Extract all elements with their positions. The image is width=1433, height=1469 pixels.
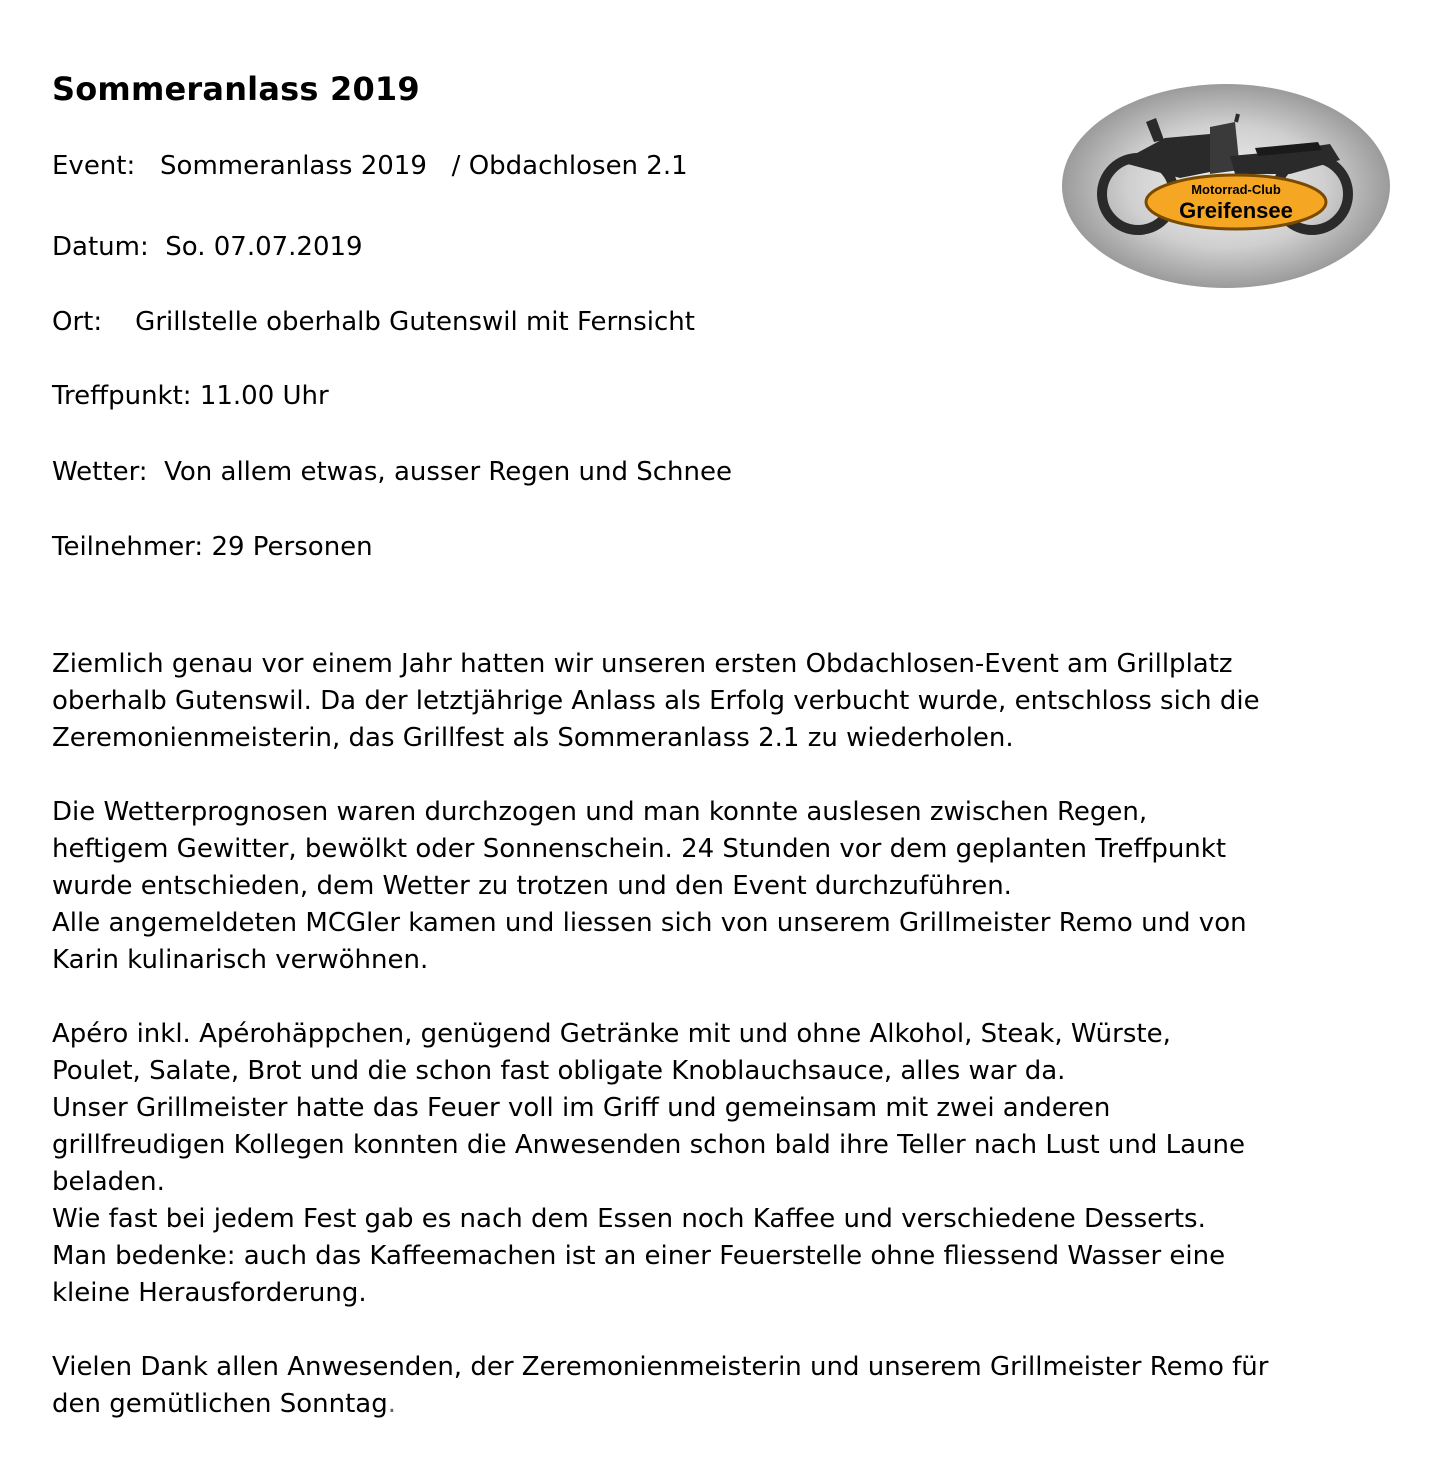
text-line: kleine Herausforderung. (52, 1278, 367, 1308)
report-body (52, 646, 1382, 1460)
location-label: Ort: (52, 307, 103, 337)
text-line: Poulet, Salate, Brot und die schon fast obligate Knoblauchsauce, alles war da. (52, 1056, 1066, 1086)
weather-value: Von allem etwas, ausser Regen und Schnee (164, 457, 733, 487)
text-line: Man bedenke: auch das Kaffeemachen ist an einer Feuerstelle ohne fliessend Wasser eine (52, 1241, 1226, 1271)
page-title: Sommeranlass 2019 (52, 70, 420, 108)
text-line: Die Wetterprognosen waren durchzogen und man konnte auslesen zwischen Regen, (52, 797, 1148, 827)
text-line: grillfreudigen Kollegen konnten die Anwesenden schon bald ihre Teller nach Lust und Laune (52, 1130, 1246, 1160)
date-field (52, 231, 363, 263)
text-line: Wie fast bei jedem Fest gab es nach dem Essen noch Kaffee und verschiedene Desserts. (52, 1204, 1206, 1234)
text-line: Unser Grillmeister hatte das Feuer voll im Griff und gemeinsam mit zwei anderen (52, 1093, 1111, 1123)
logo-line2: Greifensee (1179, 198, 1293, 223)
location-value: Grillstelle oberhalb Gutenswil mit Fernsicht (135, 307, 695, 337)
text-line: oberhalb Gutenswil. Da der letztjährige Anlass als Erfolg verbucht wurde, entschloss sich die (52, 686, 1260, 716)
weather-field (52, 456, 732, 488)
final-period: . (387, 1389, 396, 1419)
event-field (52, 150, 688, 182)
participants-field (52, 531, 373, 563)
text-line: Apéro inkl. Apérohäppchen, genügend Getränke mit und ohne Alkohol, Steak, Würste, (52, 1019, 1171, 1049)
weather-label: Wetter: (52, 457, 148, 487)
event-label: Event: (52, 151, 136, 181)
participants-value: 29 Personen (211, 532, 373, 562)
text-line: wurde entschieden, dem Wetter zu trotzen und den Event durchzuführen. (52, 871, 1012, 901)
meeting-point-value: 11.00 Uhr (199, 381, 329, 411)
text-line (52, 1386, 1382, 1423)
closing-text: den gemütlichen Sonntag (52, 1389, 388, 1419)
meeting-point-field (52, 380, 329, 412)
location-field (52, 306, 695, 338)
logo-line1: Motorrad-Club (1191, 182, 1281, 197)
text-line: Karin kulinarisch verwöhnen. (52, 945, 429, 975)
event-value: Sommeranlass 2019 / Obdachlosen 2.1 (160, 151, 688, 181)
date-label: Datum: (52, 232, 149, 262)
text-line: Ziemlich genau vor einem Jahr hatten wir unseren ersten Obdachlosen-Event am Grillplatz (52, 649, 1233, 679)
text-line: Vielen Dank allen Anwesenden, der Zeremonienmeisterin und unserem Grillmeister Remo für (52, 1352, 1269, 1382)
date-value: So. 07.07.2019 (165, 232, 363, 262)
text-line: Zeremonienmeisterin, das Grillfest als Sommeranlass 2.1 zu wiederholen. (52, 723, 1014, 753)
paragraph (52, 1016, 1382, 1312)
paragraph (52, 646, 1382, 757)
paragraph (52, 794, 1382, 979)
participants-label: Teilnehmer: (52, 532, 204, 562)
text-line: heftigem Gewitter, bewölkt oder Sonnenschein. 24 Stunden vor dem geplanten Treffpunkt (52, 834, 1227, 864)
text-line: Alle angemeldeten MCGler kamen und liessen sich von unserem Grillmeister Remo und von (52, 908, 1247, 938)
text-line: beladen. (52, 1167, 165, 1197)
club-logo (1060, 82, 1392, 290)
paragraph (52, 1349, 1382, 1423)
meeting-point-label: Treffpunkt: (52, 381, 192, 411)
